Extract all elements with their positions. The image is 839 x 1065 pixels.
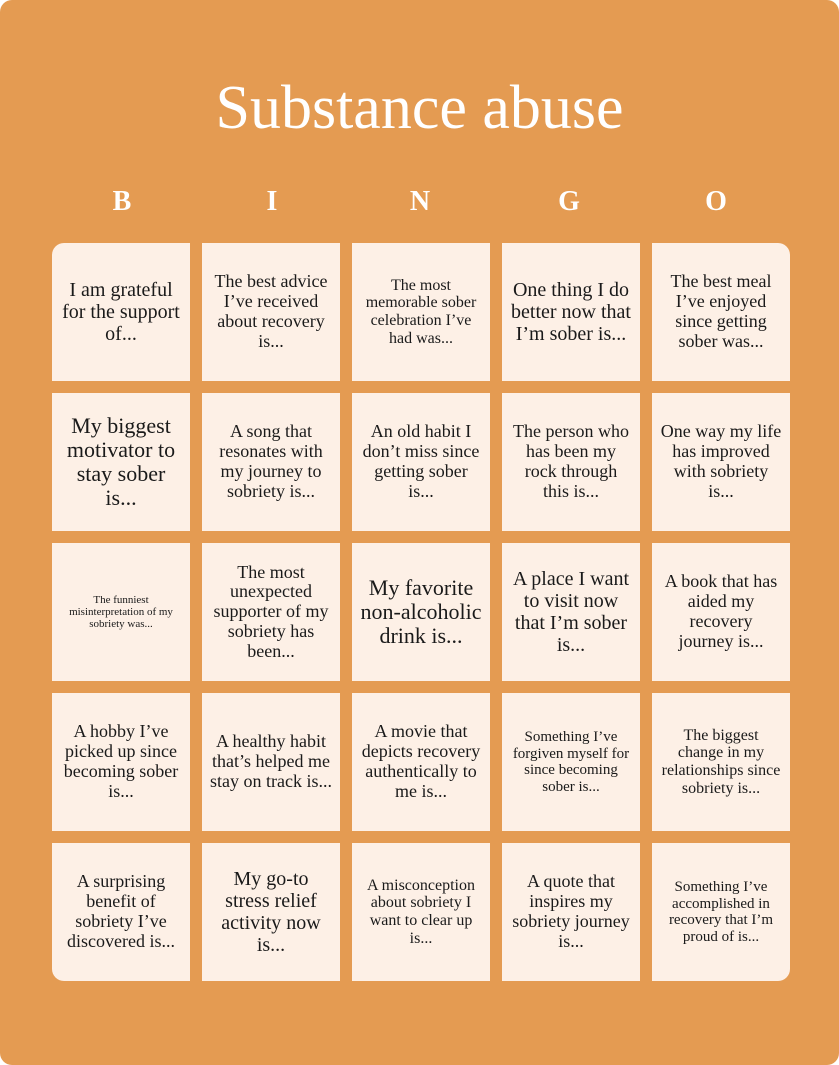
- cell-text: The person who has been my rock through this is...: [513, 421, 629, 501]
- cell-text: The biggest change in my relationships since sobriety is...: [661, 726, 781, 797]
- bingo-cell[interactable]: [202, 393, 340, 531]
- bingo-cell[interactable]: [652, 693, 790, 831]
- cell-text: One thing I do better now that I’m sober is...: [511, 279, 631, 345]
- bingo-cell[interactable]: [52, 393, 190, 531]
- bingo-cell[interactable]: [502, 693, 640, 831]
- bingo-header: [0, 182, 839, 222]
- cell-text: I am grateful for the support of...: [62, 279, 180, 345]
- bingo-cell[interactable]: [502, 243, 640, 381]
- bingo-grid: [52, 243, 789, 979]
- bingo-cell[interactable]: [52, 843, 190, 981]
- bingo-cell[interactable]: [502, 393, 640, 531]
- bingo-cell[interactable]: [502, 543, 640, 681]
- bingo-cell[interactable]: [352, 843, 490, 981]
- cell-text: A misconception about sobriety I want to clear up is...: [367, 876, 475, 947]
- cell-text: The funniest misinterpretation of my sobriety was...: [69, 593, 173, 631]
- bingo-cell[interactable]: [352, 543, 490, 681]
- bingo-cell[interactable]: [202, 843, 340, 981]
- bingo-cell[interactable]: [352, 243, 490, 381]
- bingo-cell[interactable]: [652, 543, 790, 681]
- bingo-cell[interactable]: [652, 843, 790, 981]
- bingo-cell[interactable]: [652, 243, 790, 381]
- cell-text: An old habit I don’t miss since getting sober is...: [362, 421, 480, 501]
- bingo-cell[interactable]: [202, 243, 340, 381]
- cell-text: My go-to stress relief activity now is...: [221, 868, 321, 956]
- bingo-cell[interactable]: [52, 243, 190, 381]
- bingo-cell[interactable]: [52, 543, 190, 681]
- bingo-cell[interactable]: [202, 543, 340, 681]
- cell-text: The most memorable sober celebration I’ve had was...: [365, 276, 477, 347]
- bingo-cell[interactable]: [52, 693, 190, 831]
- bingo-cell[interactable]: [352, 393, 490, 531]
- cell-text: Something I’ve accomplished in recovery that I’m proud of is...: [668, 879, 774, 945]
- cell-text: A place I want to visit now that I’m sober is...: [512, 568, 630, 656]
- card-title: Substance abuse: [215, 74, 624, 142]
- letter-g: G: [558, 186, 580, 217]
- cell-text: A movie that depicts recovery authentically to me is...: [361, 721, 481, 801]
- bingo-cell[interactable]: [502, 843, 640, 981]
- bingo-cell[interactable]: [652, 393, 790, 531]
- cell-text: The most unexpected supporter of my sobriety has been...: [213, 561, 329, 661]
- cell-text: A hobby I’ve picked up since becoming sober is...: [63, 721, 179, 801]
- cell-text: A song that resonates with my journey to sobriety is...: [219, 421, 323, 501]
- bingo-cell[interactable]: [202, 693, 340, 831]
- cell-text: My favorite non-alcoholic drink is...: [360, 574, 482, 649]
- cell-text: The best advice I’ve received about recovery is...: [214, 271, 328, 351]
- letter-b: B: [112, 186, 132, 217]
- cell-text: One way my life has improved with sobriety is...: [660, 421, 782, 501]
- letter-i: I: [266, 186, 278, 217]
- cell-text: Something I’ve forgiven myself for since becoming sober is...: [512, 729, 630, 795]
- cell-text: A healthy habit that’s helped me stay on track is...: [210, 731, 332, 791]
- letter-n: N: [409, 186, 431, 217]
- cell-text: The best meal I’ve enjoyed since getting sober was...: [670, 271, 772, 351]
- cell-text: A surprising benefit of sobriety I’ve discovered is...: [67, 871, 175, 951]
- cell-text: A quote that inspires my sobriety journey is...: [512, 871, 630, 951]
- cell-text: A book that has aided my recovery journey is...: [664, 571, 778, 651]
- cell-text: My biggest motivator to stay sober is...: [66, 412, 176, 511]
- bingo-cell[interactable]: [352, 693, 490, 831]
- letter-o: O: [705, 186, 727, 217]
